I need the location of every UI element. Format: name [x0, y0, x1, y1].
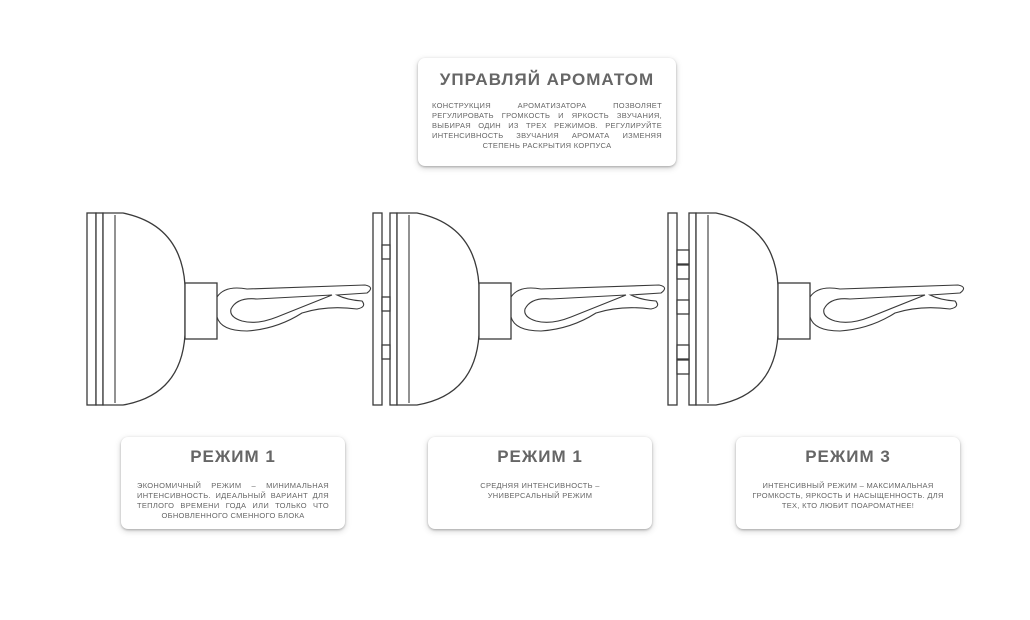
vent-tab — [382, 245, 390, 259]
vent-tab — [382, 297, 390, 311]
device-mode-3-illustration — [663, 205, 958, 410]
vent-clip — [511, 285, 665, 331]
rear-plate — [96, 213, 103, 405]
vent-clip — [217, 285, 371, 331]
vent-tab — [677, 250, 689, 264]
vent-clip-inner — [525, 295, 626, 322]
front-plate — [87, 213, 96, 405]
vent-tab — [677, 360, 689, 374]
device-mode-2-illustration — [368, 205, 658, 410]
vent-tab — [677, 300, 689, 314]
mode-description: ЭКОНОМИЧНЫЙ РЕЖИМ – МИНИМАЛЬНАЯ ИНТЕНСИВНОСТЬ. ИДЕАЛЬНЫЙ ВАРИАНТ ДЛЯ ТЕПЛОГО ВРЕМЕНИ ГОДА ИЛИ ТОЛЬКО ЧТО ОБНОВЛЕННОГО СМЕННОГО БЛОКА — [137, 481, 329, 520]
mode-card-3 — [736, 437, 960, 529]
air-freshener-half-open-drawing — [368, 205, 658, 410]
rear-plate — [390, 213, 397, 405]
mode-title: РЕЖИМ 1 — [497, 447, 583, 466]
front-plate — [668, 213, 677, 405]
mode-card-1 — [121, 437, 345, 529]
header-title: УПРАВЛЯЙ АРОМАТОМ — [439, 70, 655, 89]
neck — [185, 283, 217, 339]
vent-tab — [382, 345, 390, 359]
vent-clip-inner — [231, 295, 332, 322]
air-freshener-closed-drawing — [82, 205, 372, 410]
vent-tab — [677, 345, 689, 359]
neck — [479, 283, 511, 339]
mode-description: СРЕДНЯЯ ИНТЕНСИВНОСТЬ – УНИВЕРСАЛЬНЫЙ РЕЖИМ — [480, 481, 600, 500]
front-plate — [373, 213, 382, 405]
mode-card-2 — [428, 437, 652, 529]
vent-tab — [677, 265, 689, 279]
mode-description: ИНТЕНСИВНЫЙ РЕЖИМ – МАКСИМАЛЬНАЯ ГРОМКОСТЬ, ЯРКОСТЬ И НАСЫЩЕННОСТЬ. ДЛЯ ТЕХ, КТО ЛЮБИТ ПОАРОМАТНЕЕ! — [752, 481, 944, 510]
neck — [778, 283, 810, 339]
header-card — [418, 58, 676, 166]
mode-title: РЕЖИМ 3 — [805, 447, 891, 466]
rear-plate — [689, 213, 696, 405]
device-mode-1-illustration — [82, 205, 372, 410]
mode-title: РЕЖИМ 1 — [190, 447, 276, 466]
header-text: КОНСТРУКЦИЯ АРОМАТИЗАТОРА ПОЗВОЛЯЕТ РЕГУЛИРОВАТЬ ГРОМКОСТЬ И ЯРКОСТЬ ЗВУЧАНИЯ, ВЫБИРАЯ ОДИН ИЗ ТРЕХ РЕЖИМОВ. РЕГУЛИРУЙТЕ ИНТЕНСИВНОСТЬ ЗВУЧАНИЯ АРОМАТА ИЗМЕНЯЯ СТЕПЕНЬ РАСКРЫТИЯ КОРПУСА — [432, 101, 662, 150]
air-freshener-open-drawing — [663, 205, 958, 410]
vent-clip — [810, 285, 964, 331]
vent-clip-inner — [824, 295, 925, 322]
